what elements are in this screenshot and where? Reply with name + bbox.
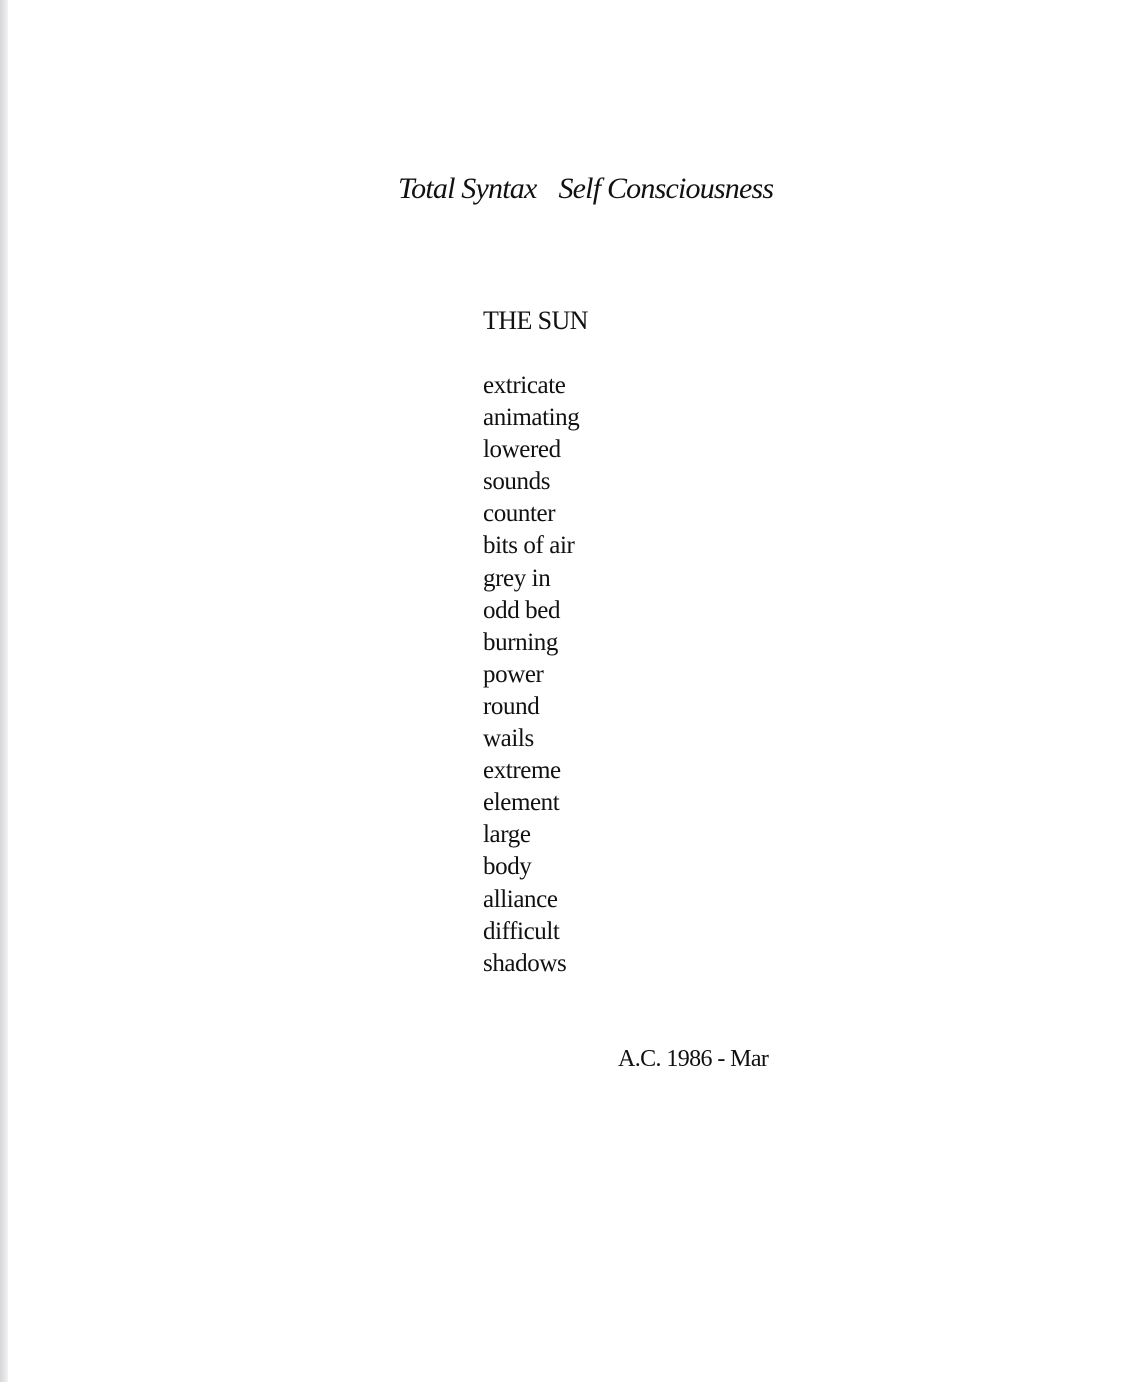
poem-line: bits of air (483, 532, 575, 560)
poem-line: power (483, 660, 544, 688)
signature: A.C. 1986 - Mar (618, 1046, 769, 1072)
header-right: Self Consciousness (558, 172, 774, 205)
poem-line: grey in (483, 564, 551, 592)
poem-line: extreme (483, 757, 561, 785)
poem-line: extricate (483, 372, 566, 399)
poem-line: difficult (483, 917, 560, 945)
poem-line: shadows (483, 949, 567, 977)
poem-line: animating (483, 404, 580, 432)
header-left: Total Syntax (398, 172, 537, 205)
page-edge-shadow (0, 0, 8, 1382)
poem-line: wails (483, 725, 534, 753)
poem-line: sounds (483, 468, 551, 496)
poem-line: lowered (483, 436, 561, 464)
poem-line: body (483, 853, 532, 881)
poem-line: odd bed (483, 596, 561, 624)
poem-title: THE SUN (483, 306, 588, 335)
poem-line: counter (483, 500, 556, 528)
document-page (8, 0, 1147, 1382)
poem-line: alliance (483, 885, 558, 913)
poem-lines (483, 370, 579, 980)
poem-line: element (483, 789, 560, 817)
poem-line: round (483, 692, 540, 720)
poem-line: large (483, 821, 531, 849)
running-header (398, 172, 773, 206)
poem-line: burning (483, 628, 558, 656)
